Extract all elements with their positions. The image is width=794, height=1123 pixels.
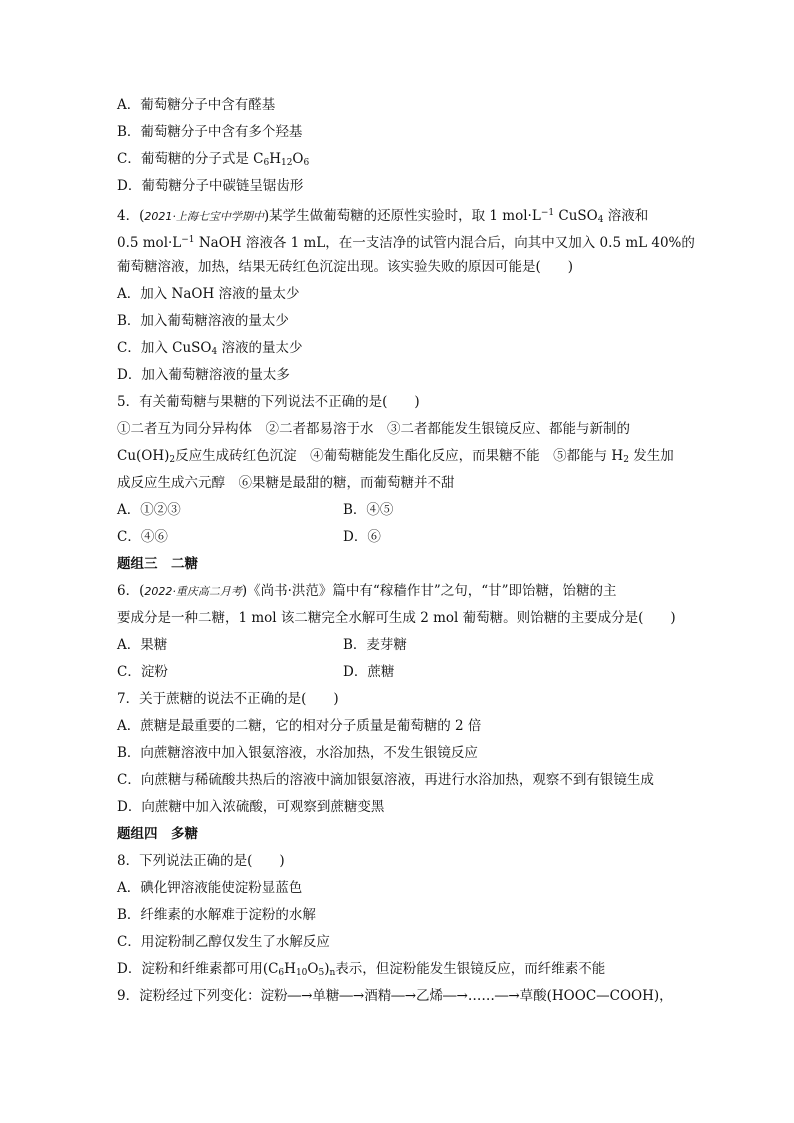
q4-stem-line2: 0.5 $mol\cdot L^{-1}$ NaOH 溶液各 1 mL，在一支洁净的试管内混合后，向其中又加入 0.5 mL 40%的 [117, 235, 695, 251]
q6-option-a: A．果糖 [117, 637, 168, 653]
q4-option-c: C．加入 CuSO$_4$ 溶液的量太少 [117, 340, 303, 357]
q6-stem-line2: 要成分是一种二糖，1 mol 该二糖完全水解可生成 2 mol 葡萄糖。则饴糖的主要成分是( ) [117, 610, 676, 626]
q7-option-a: A．蔗糖是最重要的二糖，它的相对分子质量是葡萄糖的 2 倍 [117, 718, 482, 734]
q4-stem-line3: 葡萄糖溶液，加热，结果无砖红色沉淀出现。该实验失败的原因可能是( ) [117, 259, 574, 275]
q3-option-c: C．葡萄糖的分子式是 $C_6H_{12}O_6$ [117, 151, 310, 168]
q8-option-c: C．用淀粉制乙醇仅发生了水解反应 [117, 934, 330, 950]
q3-option-d: D．葡萄糖分子中碳链呈锯齿形 [117, 178, 304, 194]
q8-option-a: A．碘化钾溶液能使淀粉显蓝色 [117, 880, 303, 896]
q4-option-d: D．加入葡萄糖溶液的量太多 [117, 367, 290, 383]
q6-option-d: D．蔗糖 [343, 664, 395, 680]
q7-option-d: D．向蔗糖中加入浓硫酸，可观察到蔗糖变黑 [117, 799, 385, 815]
q5-option-a: A．①②③ [117, 502, 181, 518]
q5-statement-line2: $Cu(OH)_2$反应生成砖红色沉淀 ④葡萄糖能发生酯化反应，而果糖不能 ⑤都能与 $H_2$ 发生加 [117, 448, 674, 465]
q3-option-b: B．葡萄糖分子中含有多个羟基 [117, 124, 303, 140]
q6-option-b: B．麦芽糖 [343, 637, 407, 653]
q5-option-b: B．④⑤ [343, 502, 394, 518]
q6-options-row2 [117, 659, 677, 686]
q5-statement-line1: ①二者互为同分异构体 ②二者都易溶于水 ③二者都能发生银镜反应、都能与新制的 [117, 421, 630, 437]
q5-options-row2 [117, 524, 677, 551]
group4-heading: 题组四 多糖 [117, 826, 198, 842]
q7-stem: 7．关于蔗糖的说法不正确的是( ) [117, 691, 339, 707]
q8-option-b: B．纤维素的水解难于淀粉的水解 [117, 907, 316, 923]
q5-stem: 5．有关葡萄糖与果糖的下列说法不正确的是( ) [117, 394, 420, 410]
q4-option-b: B．加入葡萄糖溶液的量太少 [117, 313, 289, 329]
q6-stem-line1: 6．(2022·重庆高二月考)《尚书·洪范》篇中有“稼穑作甘”之句，“甘”即饴糖，饴糖的主 [117, 583, 617, 599]
q4-stem-line1: 4．(2021·上海七宝中学期中)某学生做葡萄糖的还原性实验时，取 1 $mol\cdot L^{-1}$ CuSO$_4$ 溶液和 [117, 208, 649, 225]
document-page [117, 92, 695, 1010]
q3-option-a: A．葡萄糖分子中含有醛基 [117, 97, 276, 113]
q6-options-row1 [117, 632, 677, 659]
q8-stem: 8．下列说法正确的是( ) [117, 853, 285, 869]
q6-source: 2022·重庆高二月考 [144, 585, 242, 598]
q5-statement-line3: 成反应生成六元醇 ⑥果糖是最甜的糖，而葡萄糖并不甜 [117, 475, 455, 491]
q7-option-b: B．向蔗糖溶液中加入银氨溶液，水浴加热，不发生银镜反应 [117, 745, 478, 761]
q4-source: 2021·上海七宝中学期中 [144, 210, 264, 223]
q5-options-row1 [117, 497, 677, 524]
q7-option-c: C．向蔗糖与稀硫酸共热后的溶液中滴加银氨溶液，再进行水浴加热，观察不到有银镜生成 [117, 772, 654, 788]
q4-option-a: A．加入 NaOH 溶液的量太少 [117, 286, 300, 302]
group3-heading: 题组三 二糖 [117, 556, 198, 572]
q8-option-d: D．淀粉和纤维素都可用$(C_6H_{10}O_5)_n$表示，但淀粉能发生银镜反应，而纤维素不能 [117, 961, 606, 978]
q9-stem-line1: 9．淀粉经过下列变化：淀粉―→单糖―→酒精―→乙烯―→……―→草酸(HOOC—COOH)， [117, 988, 673, 1004]
q6-option-c: C．淀粉 [117, 664, 168, 680]
q5-option-c: C．④⑥ [117, 529, 168, 545]
q5-option-d: D．⑥ [343, 529, 381, 545]
